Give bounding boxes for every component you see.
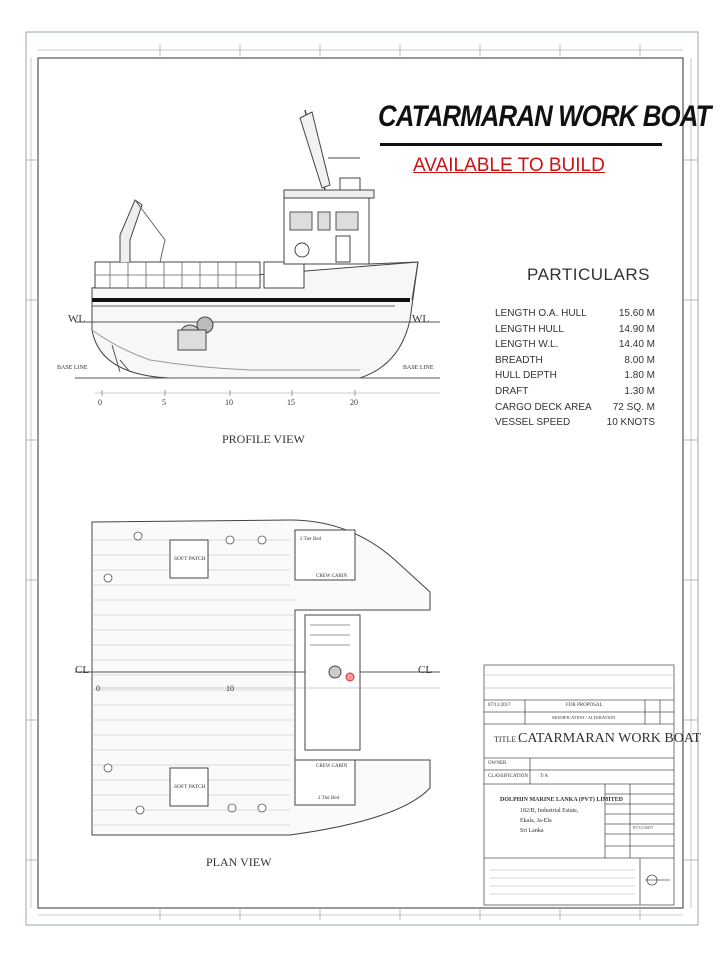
classification-value: T/A bbox=[540, 774, 549, 779]
plan-station-0: 0 bbox=[96, 684, 100, 693]
owner-label: OWNER bbox=[488, 761, 507, 766]
title-block bbox=[484, 665, 674, 905]
title-underline bbox=[380, 143, 662, 146]
particulars-heading: PARTICULARS bbox=[527, 265, 650, 284]
profile-view bbox=[75, 110, 440, 393]
drawing-date: 07/11/2017 bbox=[633, 825, 654, 830]
particular-row: LENGTH W.L. 14.40 M bbox=[495, 339, 655, 351]
company-address-2: Ekala, Ja-Ela bbox=[520, 818, 552, 824]
baseline-label-right: BASE LINE bbox=[403, 365, 434, 371]
revision-description: FOR PROPOSAL bbox=[566, 703, 603, 708]
particular-row: BREADTH 8.00 M bbox=[495, 354, 655, 366]
company-address-1: 182/B, Industrial Estate, bbox=[520, 808, 579, 814]
crew-cabin-top-label: CREW CABIN bbox=[316, 574, 348, 579]
particular-row: CARGO DECK AREA 72 SQ. M bbox=[495, 401, 655, 413]
plan-station-10: 10 bbox=[226, 684, 234, 693]
bed-top-label: 2 Tier Bed bbox=[300, 537, 322, 542]
particular-row: LENGTH HULL 14.90 M bbox=[495, 323, 655, 335]
page-title: CATARMARAN WORK BOAT bbox=[378, 100, 711, 133]
plan-outline bbox=[92, 520, 433, 835]
hatch-top-label: SOFT PATCH bbox=[174, 556, 206, 562]
station-20: 20 bbox=[350, 398, 358, 407]
station-0: 0 bbox=[98, 398, 102, 407]
revision-date: 07/11/2017 bbox=[488, 703, 511, 708]
profile-view-caption: PROFILE VIEW bbox=[222, 432, 305, 446]
particular-row: LENGTH O.A. HULL 15.60 M bbox=[495, 308, 655, 319]
cl-label-left: CL bbox=[75, 664, 90, 676]
plan-view bbox=[75, 520, 440, 835]
station-10: 10 bbox=[225, 398, 233, 407]
wl-label-right: WL bbox=[412, 313, 430, 325]
title-block-label: TITLE : bbox=[494, 735, 521, 744]
particulars-list bbox=[495, 306, 655, 431]
title-block-title: CATARMARAN WORK BOAT bbox=[518, 731, 701, 746]
revision-heading: MODIFICATION / ALTERATION bbox=[552, 715, 616, 720]
crew-cabin-bottom-label: CREW CABIN bbox=[316, 764, 348, 769]
baseline-label-left: BASE LINE bbox=[57, 365, 88, 371]
particular-row: HULL DEPTH 1.80 M bbox=[495, 370, 655, 382]
classification-label: CLASSIFICATION bbox=[488, 774, 529, 779]
cl-label-right: CL bbox=[418, 664, 433, 676]
helm bbox=[329, 666, 341, 678]
station-5: 5 bbox=[162, 398, 166, 407]
bed-bottom-label: 2 Tier Bed bbox=[318, 796, 340, 801]
wl-label-left: WL bbox=[68, 313, 86, 325]
plan-view-caption: PLAN VIEW bbox=[206, 855, 272, 869]
deck-crane bbox=[120, 200, 142, 262]
company-name: DOLPHIN MARINE LANKA (PVT) LIMITED bbox=[500, 797, 624, 803]
cargo-rail-fwd bbox=[264, 262, 304, 288]
availability-note: AVAILABLE TO BUILD bbox=[413, 155, 605, 176]
particular-row: DRAFT 1.30 M bbox=[495, 385, 655, 397]
hatch-bottom-label: SOFT PATCH bbox=[174, 784, 206, 790]
station-15: 15 bbox=[287, 398, 295, 407]
particular-row: VESSEL SPEED 10 KNOTS bbox=[495, 417, 655, 429]
company-address-3: Sri Lanka bbox=[520, 828, 544, 834]
